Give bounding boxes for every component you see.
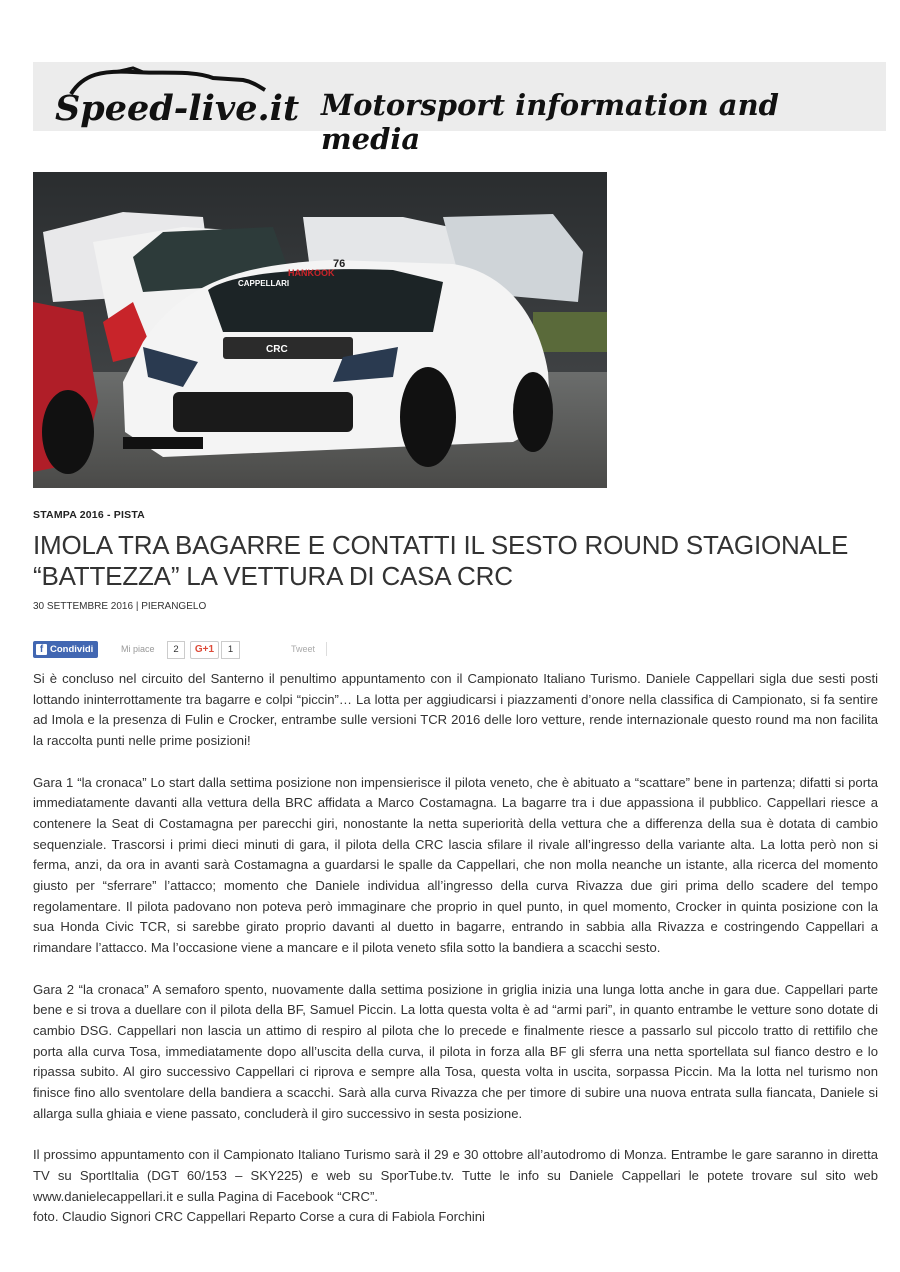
like-count: 2 bbox=[167, 641, 185, 659]
article-meta: 30 SETTEMBRE 2016 | PIERANGELO bbox=[33, 601, 207, 612]
article-paragraph-next: Il prossimo appuntamento con il Campionato Italiano Turismo sarà il 29 e 30 ottobre all’autodromo di Monza. Entrambe le gare saranno in diretta TV su SportItalia (DGT 60/153 – SKY225) e web su SporTube.tv. Tutte le info su Daniele Cappellari le potete trovare sul sito web www.danielecappellari.it e sulla Pagina di Facebook “CRC”. bbox=[33, 1147, 878, 1204]
like-label[interactable]: Mi piace bbox=[121, 644, 155, 654]
site-logo[interactable]: Speed-live.it bbox=[55, 88, 300, 129]
sponsor-hankook: HANKOOK bbox=[288, 268, 335, 278]
article-paragraph-race1: Gara 1 “la cronaca” Lo start dalla settima posizione non impensierisce il pilota veneto, che è abituato a “scattare” bene in partenza; difatti si porta immediatamente davanti alla vettura della BRC affidata a Marco Costamagna. La bagarre tra i due appassiona il pubblico. Cappellari riesce a contenere la Seat di Costamagna per parecchi giri, nonostante la netta superiorità della vettura che a differenza della sua è dotata di cambio sequenziale. Trascorsi i primi dieci minuti di gara, il pilota della CRC lascia sfilare il rivale all’ingresso della variante alta. La lotta però non si ferma, anzi, da ora in avanti sarà Costamagna a guardarsi le spalle da Cappellari, che non molla neanche un istante, alla ricerca del momento giusto per “sferrare” l’attacco; momento che Daniele individua all’ingresso della curva Rivazza due giri prima dello scadere del tempo regolamentare. Il pilota padovano non poteva però immaginare che proprio in quel punto, in quel momento, Crocker in quinta posizione con la sua Honda Civic TCR, si sarebbe girato proprio davanti al duetto in bagarre, entrando in sabbia alla Rivazza e costringendo Cappellari a rimandare l’attacco. Ma l’occasione viene a mancare e il pilota veneto sfila sotto la bandiera a scacchi sesto. bbox=[33, 774, 878, 956]
sponsor-crc: CRC bbox=[266, 344, 288, 355]
photo-credit: foto. Claudio Signori CRC Cappellari Reparto Corse a cura di Fabiola Forchini bbox=[33, 1209, 485, 1225]
share-label: Condividi bbox=[50, 644, 94, 655]
sponsor-cappellari: CAPPELLARI bbox=[238, 279, 290, 288]
car-number: 76 bbox=[333, 258, 346, 270]
tweet-button[interactable]: Tweet bbox=[291, 644, 316, 654]
social-share-bar bbox=[33, 640, 433, 660]
gplus-count: 1 bbox=[221, 641, 240, 659]
article-category[interactable]: STAMPA 2016 - PISTA bbox=[33, 509, 145, 521]
article-body bbox=[33, 669, 878, 1228]
facebook-icon: f bbox=[36, 644, 47, 655]
hero-image bbox=[33, 172, 607, 488]
article-title: IMOLA TRA BAGARRE E CONTATTI IL SESTO ROUND STAGIONALE “BATTEZZA” LA VETTURA DI CASA CRC bbox=[33, 530, 849, 591]
race-car-photo bbox=[33, 172, 607, 488]
facebook-share-button[interactable] bbox=[33, 641, 98, 658]
divider bbox=[326, 642, 327, 656]
site-header-banner bbox=[33, 62, 886, 156]
site-tagline: Motorsport information and media bbox=[321, 88, 779, 156]
google-plus-button[interactable]: G+1 bbox=[190, 641, 219, 659]
article-paragraph-race2: Gara 2 “la cronaca” A semaforo spento, nuovamente dalla settima posizione in griglia inizia una lunga lotta anche in gara due. Cappellari parte bene e si trova a duellare con il pilota della BF, Samuel Piccin. La lotta questa volta è ad “armi pari”, in quanto entrambe le vetture sono dotate di cambio DSG. Cappellari non lascia un attimo di respiro al pilota che lo precede e finalmente riesce a passarlo sul piccolo tratto di rettifilo che porta alla curva Tosa, immediatamente dopo all’uscita della curva, il pilota in forza alla BF gli sferra una netta sportellata sul fianco destro e lo ripassa subito. Al giro successivo Cappellari ci riprova e sempre alla Tosa, questa volta in uscita, sorpassa Piccin. Ma la lotta nel turismo non finisce fino allo sventolare della bandiera a scacchi. Sarà alla curva Rivazza che per timore di subire una nuova entrata sulla fiancata, Daniele si allarga sulla ghiaia e viene passato, concluderà il giro successivo in sesta posizione. bbox=[33, 981, 878, 1121]
article-paragraph-intro: Si è concluso nel circuito del Santerno il penultimo appuntamento con il Campionato Italiano Turismo. Daniele Cappellari sigla due sesti posti lottando ininterrottamente tra bagarre e colpi “piccin”… La lotta per aggiudicarsi i piazzamenti d’onore nella classifica di Campionato, si fa sentire ad Imola e la presenza di Fulin e Crocker, entrambe sulle versioni TCR 2016 delle loro vetture, rende internazionale questo round ma non facilita la raccolta punti nelle prime posizioni! bbox=[33, 671, 878, 749]
